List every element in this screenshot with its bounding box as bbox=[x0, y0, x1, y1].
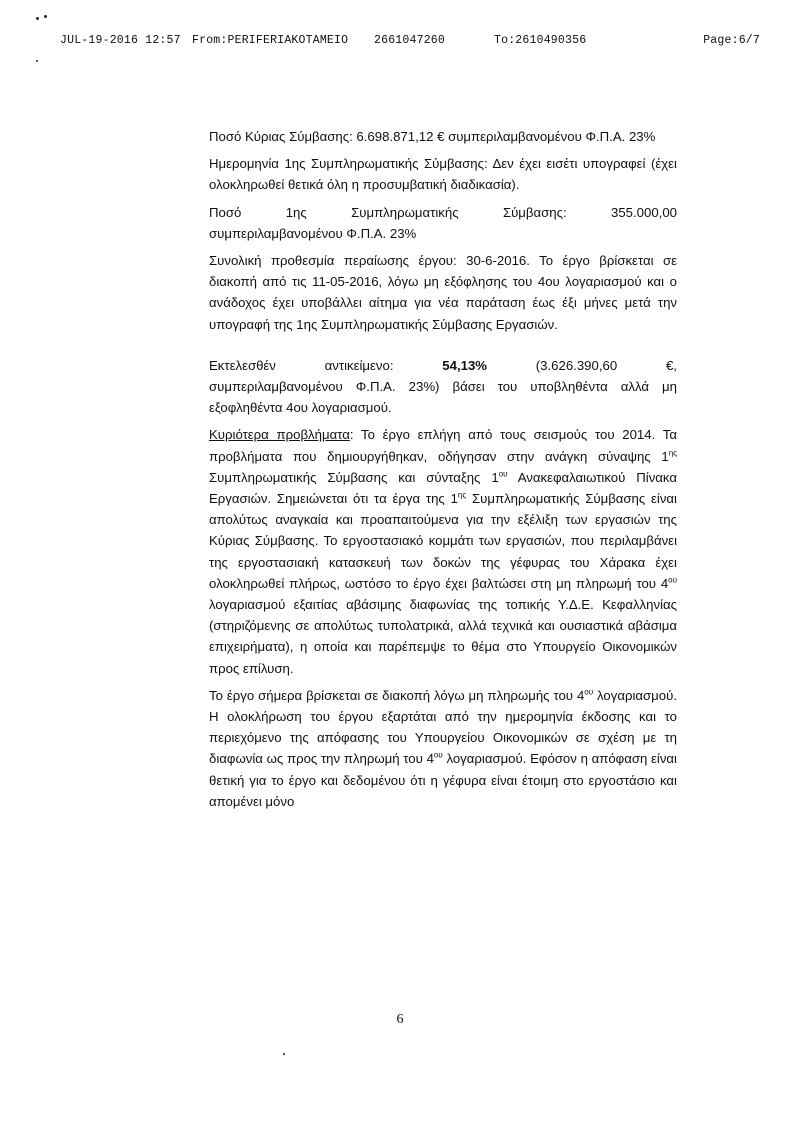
project-deadline: Συνολική προθεσμία περαίωσης έργου: 30-6-2016. Το έργο βρίσκεται σε διακοπή από τις 11-05-2016, λόγω μη εξόφλησης του 4ου λογαριασμού και ο ανάδοχος έχει υποβάλλει αίτημα για νέα παράταση έως έξι μήνες μετά την υπογραφή της 1ης Συμπληρωματικής Σύμβασης Εργασιών. bbox=[209, 253, 677, 332]
amount-word-3: Συμπληρωματικής bbox=[351, 204, 459, 220]
ordinal-sup: ης bbox=[668, 448, 677, 458]
executed-percent: 54,13% bbox=[442, 357, 488, 373]
fax-transmission-header bbox=[60, 34, 760, 50]
fax-phone: 2661047260 bbox=[374, 34, 446, 47]
problems-text-1: : Το έργο επλήγη από τους σεισμούς του 2014. Τα προβλήματα που δημιουργήθηκαν, οδήγησαν στην ανάγκη σύναψης 1 bbox=[209, 427, 677, 464]
main-problems-heading: Κυριότερα προβλήματα bbox=[209, 427, 350, 443]
supplementary-contract-amount bbox=[209, 202, 677, 244]
status-text-1: Το έργο σήμερα βρίσκεται σε διακοπή λόγω μη πληρωμής του 4 bbox=[209, 687, 585, 703]
ordinal-sup: ης bbox=[457, 490, 467, 500]
ordinal-sup: ου bbox=[498, 469, 508, 479]
amount-word-4: Σύμβασης: bbox=[502, 204, 567, 220]
ordinal-sup: ου bbox=[584, 687, 594, 697]
executed-word-2: αντικείμενο: bbox=[324, 357, 394, 373]
fax-to: To:2610490356 bbox=[494, 34, 587, 47]
supplementary-amount-line bbox=[209, 202, 677, 223]
problems-text-4: Συμπληρωματικής Σύμβασης είναι απολύτως αναγκαία και προαπαιτούμενα για την εξέλιξη των εργασιών της Κύριας Σύμβασης. Το εργοστασιακό κομμάτι των εργασιών, που περιλαμβάνει της εργοστασιακή κατασκευή των δοκών της γέφυρας του Χάρακα έχει ολοκληρωθεί πλήρως, ωστόσο το έργο έχει βαλτώσει στη μη πληρωμή του 4 bbox=[209, 491, 677, 591]
page-number: 6 bbox=[396, 1012, 404, 1027]
executed-word-1: Εκτελεσθέν bbox=[209, 357, 276, 373]
main-contract-amount: Ποσό Κύριας Σύμβασης: 6.698.871,12 € συμπεριλαμβανομένου Φ.Π.Α. 23% bbox=[209, 129, 656, 144]
fax-from: From:PERIFERIAKOTAMEIO bbox=[192, 34, 349, 47]
scan-speck bbox=[36, 17, 39, 20]
ordinal-sup: ου bbox=[668, 575, 677, 585]
scan-speck bbox=[283, 1053, 285, 1055]
main-problems bbox=[209, 424, 677, 678]
status-text-3: λογαριασμού. Εφόσον η απόφαση είναι θετική για το έργο και δεδομένου ότι η γέφυρα είναι έτοιμη στο εργοστάσιο και απομένει μόνο bbox=[209, 751, 677, 809]
fax-page: Page:6/7 bbox=[703, 34, 760, 47]
problems-text-2: Συμπληρωματικής Σύμβασης και σύνταξης 1 bbox=[209, 469, 499, 485]
executed-work-rest: συμπεριλαμβανομένου Φ.Π.Α. 23%) βάσει του υποβληθέντα αλλά μη εξοφληθέντα 4ου λογαριασμού. bbox=[209, 379, 677, 416]
executed-work bbox=[209, 355, 677, 419]
current-status bbox=[209, 685, 677, 812]
fax-date: JUL-19-2016 12:57 bbox=[60, 34, 181, 47]
problems-text-5: λογαριασμού εξαιτίας αβάσιμης διαφωνίας της τοπικής Υ.Δ.Ε. Κεφαλληνίας (στηριζόμενης σε απολύτως τυπολατρικά, αλλά τεχνικά και ουσιαστικά αβάσιμα επιχειρήματα), η οποία και παρέπεμψε το θέμα στο Υπουργείο Οικονομικών προς επίλυση. bbox=[209, 597, 677, 676]
supplementary-contract-date: Ημερομηνία 1ης Συμπληρωματικής Σύμβασης: Δεν έχει εισέτι υπογραφεί (έχει ολοκληρωθεί θετικά όλη η προσυμβατική διαδικασία). bbox=[209, 156, 677, 193]
amount-word-1: Ποσό bbox=[209, 204, 242, 220]
executed-amount: (3.626.390,60 bbox=[535, 357, 618, 373]
document-body bbox=[209, 126, 677, 818]
executed-currency: €, bbox=[665, 357, 677, 373]
amount-value: 355.000,00 bbox=[610, 204, 677, 220]
supplementary-amount-vat: συμπεριλαμβανομένου Φ.Π.Α. 23% bbox=[209, 225, 417, 241]
amount-word-2: 1ης bbox=[285, 204, 307, 220]
status-text-2: λογαριασμού. Η ολοκλήρωση του έργου εξαρτάται από την ημερομηνία έκδοσης και το περιεχόμενο της απόφασης του Υπουργείου Οικονομικών σε σχέση με τη διαφωνία ως προς την πληρωμή του 4 bbox=[209, 687, 677, 767]
scan-speck bbox=[36, 60, 38, 62]
ordinal-sup: ου bbox=[433, 751, 443, 761]
problems-text-3: Ανακεφαλαιωτικού Πίνακα Εργασιών. Σημειώνεται ότι τα έργα της 1 bbox=[209, 469, 677, 507]
executed-work-line bbox=[209, 355, 677, 376]
scan-speck bbox=[44, 15, 47, 18]
